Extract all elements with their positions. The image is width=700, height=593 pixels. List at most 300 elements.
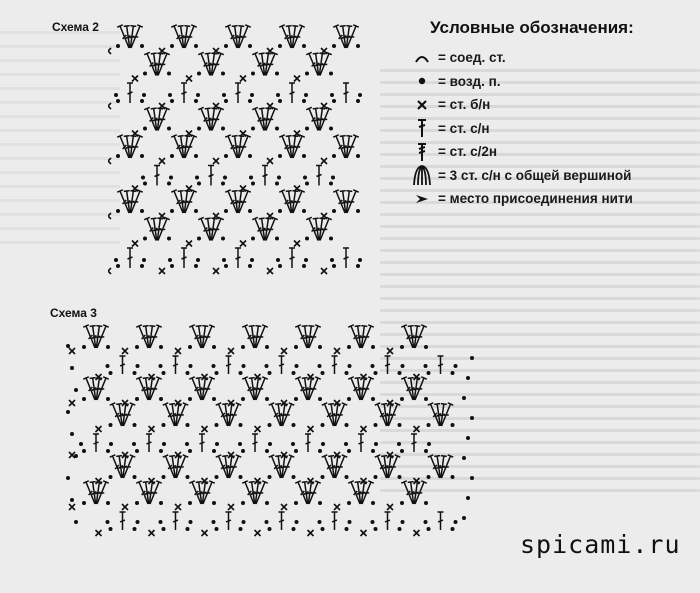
chain-stitch bbox=[251, 237, 255, 241]
legend-item-label: = соед. ст. bbox=[438, 50, 506, 66]
chain-stitch bbox=[371, 364, 375, 368]
chain-stitch bbox=[221, 127, 225, 131]
scheme-2-chart bbox=[108, 18, 378, 286]
chain-stitch bbox=[196, 258, 200, 262]
chain-stitch bbox=[82, 449, 86, 453]
single-crochet-stitch bbox=[186, 76, 192, 82]
chain-stitch bbox=[462, 456, 466, 460]
double-crochet-stitch bbox=[235, 248, 241, 268]
chain-stitch bbox=[197, 72, 201, 76]
chain-stitch bbox=[332, 264, 336, 268]
double-crochet-stitch bbox=[173, 512, 179, 530]
chain-stitch bbox=[194, 44, 198, 48]
single-crochet-stitch bbox=[132, 76, 138, 82]
double-crochet-stitch bbox=[120, 512, 126, 530]
chain-stitch bbox=[114, 258, 118, 262]
double-crochet-icon bbox=[410, 117, 434, 139]
chain-stitch bbox=[265, 449, 269, 453]
chain-stitch bbox=[170, 264, 174, 268]
fan-shell bbox=[252, 434, 258, 452]
chain-stitch bbox=[242, 364, 246, 368]
chain-stitch bbox=[294, 449, 298, 453]
chain-stitch bbox=[321, 423, 325, 427]
chain-stitch bbox=[400, 397, 404, 401]
double-crochet-stitch bbox=[438, 512, 444, 530]
fan-shell bbox=[262, 166, 268, 186]
chain-stitch bbox=[397, 442, 401, 446]
chain-stitch bbox=[168, 258, 172, 262]
fan-shell bbox=[343, 248, 349, 268]
chain-stitch bbox=[305, 182, 309, 186]
fan-shell bbox=[333, 190, 359, 213]
chain-stitch bbox=[424, 449, 428, 453]
fan-shell bbox=[295, 325, 321, 348]
chain-stitch bbox=[169, 176, 173, 180]
chain-stitch bbox=[371, 520, 375, 524]
chain-stitch bbox=[116, 209, 120, 213]
chain-stitch bbox=[248, 154, 252, 158]
chain-stitch bbox=[142, 93, 146, 97]
fan-shell bbox=[120, 512, 126, 530]
chain-stitch bbox=[140, 99, 144, 103]
chain-stitch bbox=[470, 356, 474, 360]
chain-stitch bbox=[116, 44, 120, 48]
chain-stitch bbox=[143, 182, 147, 186]
chain-stitch bbox=[159, 449, 163, 453]
single-crochet-stitch bbox=[240, 76, 246, 82]
single-crochet-stitch bbox=[228, 504, 234, 510]
chain-stitch bbox=[331, 176, 335, 180]
chain-stitch bbox=[424, 520, 428, 524]
chain-stitch bbox=[318, 364, 322, 368]
double-crochet-stitch bbox=[226, 512, 232, 530]
chain-stitch bbox=[302, 209, 306, 213]
chain-stitch bbox=[329, 72, 333, 76]
chain-stitch bbox=[398, 371, 402, 375]
fan-shell bbox=[144, 52, 170, 75]
fan-shell bbox=[279, 190, 305, 213]
chain-stitch bbox=[241, 449, 245, 453]
fan-shell bbox=[83, 325, 109, 348]
fan-shell bbox=[289, 83, 295, 103]
chain-stitch bbox=[451, 527, 455, 531]
single-crochet-stitch bbox=[281, 504, 287, 510]
chain-stitch bbox=[212, 397, 216, 401]
single-crochet-stitch bbox=[69, 348, 75, 354]
chain-stitch bbox=[347, 397, 351, 401]
single-crochet-stitch bbox=[175, 504, 181, 510]
double-crochet-stitch bbox=[262, 166, 268, 186]
chain-stitch bbox=[224, 99, 228, 103]
watermark: spicami.ru bbox=[520, 530, 681, 559]
chain-stitch bbox=[212, 501, 216, 505]
chain-stitch bbox=[221, 72, 225, 76]
fan-shell bbox=[252, 217, 278, 240]
chain-stitch bbox=[462, 396, 466, 400]
chain-stitch bbox=[70, 498, 74, 502]
single-crochet-stitch bbox=[202, 426, 208, 432]
chain-stitch bbox=[159, 364, 163, 368]
single-crochet-stitch bbox=[159, 268, 165, 274]
chain-stitch bbox=[224, 44, 228, 48]
chain-stitch bbox=[162, 527, 166, 531]
fan-shell bbox=[120, 356, 126, 374]
chain-stitch bbox=[251, 127, 255, 131]
chain-stitch bbox=[302, 264, 306, 268]
legend-item bbox=[410, 164, 690, 188]
chain-stitch bbox=[292, 371, 296, 375]
chain-stitch bbox=[292, 527, 296, 531]
fan-shell bbox=[173, 356, 179, 374]
chain-stitch bbox=[143, 127, 147, 131]
legend-item bbox=[410, 46, 690, 70]
chain-stitch bbox=[268, 527, 272, 531]
chain-stitch bbox=[374, 442, 378, 446]
double-crochet-stitch bbox=[385, 512, 391, 530]
chain-stitch bbox=[401, 520, 405, 524]
chain-stitch bbox=[70, 366, 74, 370]
chain-stitch bbox=[188, 345, 192, 349]
chain-stitch bbox=[109, 423, 113, 427]
chain-stitch bbox=[194, 264, 198, 268]
double-crochet-stitch bbox=[181, 83, 187, 103]
single-crochet-stitch bbox=[267, 268, 273, 274]
single-crochet-stitch bbox=[149, 530, 155, 536]
slip-stitch-icon bbox=[410, 47, 434, 69]
chain-stitch bbox=[275, 72, 279, 76]
chain-stitch bbox=[132, 442, 136, 446]
chain-stitch bbox=[318, 397, 322, 401]
chain-stitch bbox=[215, 442, 219, 446]
chain-stitch bbox=[186, 423, 190, 427]
chain-stitch bbox=[278, 264, 282, 268]
chain-stitch bbox=[114, 93, 118, 97]
chain-stitch bbox=[398, 423, 402, 427]
chain-stitch bbox=[451, 423, 455, 427]
single-crochet-stitch bbox=[108, 48, 111, 54]
chain-stitch bbox=[318, 449, 322, 453]
chain-stitch bbox=[251, 182, 255, 186]
chain-stitch bbox=[135, 397, 139, 401]
fan-shell bbox=[348, 325, 374, 348]
legend-title: Условные обозначения: bbox=[430, 18, 634, 37]
chain-stitch bbox=[276, 93, 280, 97]
single-crochet-stitch bbox=[69, 504, 75, 510]
chain-stitch bbox=[400, 345, 404, 349]
chain-stitch bbox=[424, 397, 428, 401]
fan-shell bbox=[181, 83, 187, 103]
chain-stitch bbox=[215, 423, 219, 427]
chain-stitch bbox=[194, 99, 198, 103]
legend-item bbox=[410, 117, 690, 141]
chain-stitch bbox=[371, 449, 375, 453]
chain-stitch bbox=[66, 410, 70, 414]
chain-stitch bbox=[197, 237, 201, 241]
single-crochet-stitch bbox=[321, 158, 327, 164]
fan-shell bbox=[289, 248, 295, 268]
fan-shell bbox=[316, 166, 322, 186]
chain-stitch bbox=[358, 258, 362, 262]
chain-stitch bbox=[275, 127, 279, 131]
chain-stitch bbox=[424, 345, 428, 349]
single-crochet-stitch bbox=[228, 348, 234, 354]
fan-shell bbox=[171, 135, 197, 158]
single-crochet-stitch bbox=[108, 268, 111, 274]
chain-stitch bbox=[470, 416, 474, 420]
single-crochet-stitch bbox=[387, 504, 393, 510]
chain-stitch bbox=[329, 237, 333, 241]
chain-stitch bbox=[348, 520, 352, 524]
chain-stitch bbox=[221, 182, 225, 186]
double-crochet-stitch bbox=[127, 83, 133, 103]
single-crochet-stitch bbox=[149, 426, 155, 432]
fan-shell bbox=[171, 190, 197, 213]
double-crochet-stitch bbox=[120, 356, 126, 374]
single-crochet-stitch bbox=[308, 426, 314, 432]
chain-stitch bbox=[371, 397, 375, 401]
chain-stitch bbox=[116, 154, 120, 158]
chain-stitch bbox=[398, 475, 402, 479]
fan-shell bbox=[127, 248, 133, 268]
double-crochet-stitch bbox=[93, 434, 99, 452]
single-crochet-stitch bbox=[186, 241, 192, 247]
single-crochet-stitch bbox=[175, 348, 181, 354]
chain-stitch bbox=[116, 264, 120, 268]
chain-stitch bbox=[212, 345, 216, 349]
double-crochet-stitch bbox=[332, 356, 338, 374]
single-crochet-stitch bbox=[267, 158, 273, 164]
chain-stitch bbox=[332, 44, 336, 48]
chain-stitch bbox=[196, 93, 200, 97]
chain-stitch bbox=[268, 475, 272, 479]
chain-stitch bbox=[185, 442, 189, 446]
chain-stitch bbox=[142, 258, 146, 262]
fan-shell bbox=[343, 83, 349, 103]
chain-stitch bbox=[398, 527, 402, 531]
double-crochet-stitch bbox=[235, 83, 241, 103]
legend-item-label: = ст. с/н bbox=[438, 120, 490, 136]
chain-stitch bbox=[248, 264, 252, 268]
chain-stitch bbox=[268, 371, 272, 375]
chain-stitch bbox=[302, 154, 306, 158]
chain-stitch bbox=[400, 501, 404, 505]
chain-stitch bbox=[295, 364, 299, 368]
chain-stitch bbox=[170, 154, 174, 158]
chain-stitch bbox=[330, 93, 334, 97]
fan-shell bbox=[333, 25, 359, 48]
chain-stitch bbox=[215, 371, 219, 375]
single-crochet-stitch bbox=[202, 530, 208, 536]
chain-stitch bbox=[321, 371, 325, 375]
chain-stitch bbox=[470, 476, 474, 480]
chain-stitch bbox=[194, 209, 198, 213]
legend bbox=[410, 18, 690, 211]
chain-stitch bbox=[106, 501, 110, 505]
chain-stitch bbox=[321, 475, 325, 479]
fan-shell bbox=[242, 325, 268, 348]
chain-stitch bbox=[329, 182, 333, 186]
chain-stitch bbox=[345, 475, 349, 479]
fan-shell bbox=[385, 512, 391, 530]
chain-stitch bbox=[358, 93, 362, 97]
chain-stitch bbox=[305, 237, 309, 241]
double-crochet-stitch bbox=[411, 434, 417, 452]
double-crochet-stitch bbox=[208, 166, 214, 186]
legend-item bbox=[410, 93, 690, 117]
chain-stitch bbox=[170, 44, 174, 48]
fan-shell bbox=[189, 325, 215, 348]
chain-stitch bbox=[318, 520, 322, 524]
chain-stitch bbox=[345, 371, 349, 375]
chain-stitch bbox=[371, 501, 375, 505]
chain-stitch bbox=[303, 176, 307, 180]
chain-stitch bbox=[401, 364, 405, 368]
chain-stitch bbox=[212, 449, 216, 453]
fan-shell bbox=[117, 135, 143, 158]
chain-stitch bbox=[133, 371, 137, 375]
chain-stitch bbox=[427, 442, 431, 446]
chain-stitch bbox=[321, 527, 325, 531]
chain-stitch bbox=[109, 475, 113, 479]
chain-stitch bbox=[248, 209, 252, 213]
scheme-3-chart bbox=[56, 318, 486, 552]
chain-stitch bbox=[265, 501, 269, 505]
chain-stitch bbox=[424, 501, 428, 505]
single-crochet-stitch bbox=[132, 241, 138, 247]
chain-stitch bbox=[356, 99, 360, 103]
chain-stitch bbox=[374, 527, 378, 531]
chain-stitch bbox=[195, 176, 199, 180]
double-crochet-stitch bbox=[343, 83, 349, 103]
chain-stitch bbox=[332, 154, 336, 158]
chain-stitch bbox=[451, 475, 455, 479]
fan-shell bbox=[279, 512, 285, 530]
chain-stitch bbox=[82, 397, 86, 401]
double-crochet-stitch bbox=[279, 356, 285, 374]
chain-stitch bbox=[347, 449, 351, 453]
chain-stitch bbox=[265, 345, 269, 349]
chain-stitch bbox=[292, 423, 296, 427]
chain-stitch bbox=[248, 99, 252, 103]
chain-stitch bbox=[82, 345, 86, 349]
chain-stitch bbox=[70, 432, 74, 436]
chain-stitch bbox=[462, 516, 466, 520]
double-crochet-stitch bbox=[332, 512, 338, 530]
fan-shell bbox=[144, 217, 170, 240]
fan-shell bbox=[225, 135, 251, 158]
single-crochet-stitch bbox=[213, 268, 219, 274]
chain-stitch-icon bbox=[410, 70, 434, 92]
chain-stitch bbox=[356, 209, 360, 213]
chain-stitch bbox=[116, 99, 120, 103]
single-crochet-stitch bbox=[108, 103, 111, 109]
chain-stitch bbox=[265, 397, 269, 401]
legend-item bbox=[410, 187, 690, 211]
chain-stitch bbox=[318, 345, 322, 349]
chain-stitch bbox=[135, 449, 139, 453]
single-crochet-stitch bbox=[308, 530, 314, 536]
chain-stitch bbox=[223, 176, 227, 180]
fan-shell bbox=[428, 403, 454, 426]
chain-stitch bbox=[188, 449, 192, 453]
chain-stitch bbox=[197, 127, 201, 131]
chain-stitch bbox=[278, 99, 282, 103]
fan-shell bbox=[279, 25, 305, 48]
chain-stitch bbox=[239, 475, 243, 479]
chain-stitch bbox=[276, 258, 280, 262]
fan-shell bbox=[144, 107, 170, 130]
single-crochet-stitch bbox=[122, 504, 128, 510]
single-crochet-stitch bbox=[159, 158, 165, 164]
double-crochet-stitch bbox=[226, 356, 232, 374]
chain-stitch bbox=[241, 501, 245, 505]
chain-stitch bbox=[250, 93, 254, 97]
chain-stitch bbox=[141, 176, 145, 180]
fan-shell bbox=[332, 512, 338, 530]
fan-shell bbox=[332, 356, 338, 374]
chain-stitch bbox=[304, 258, 308, 262]
chain-stitch bbox=[347, 345, 351, 349]
chain-stitch bbox=[170, 99, 174, 103]
chain-stitch bbox=[66, 476, 70, 480]
single-crochet-stitch bbox=[69, 400, 75, 406]
chain-stitch bbox=[109, 371, 113, 375]
fan-shell bbox=[198, 217, 224, 240]
single-crochet-stitch bbox=[414, 426, 420, 432]
fan-shell bbox=[438, 356, 444, 374]
chain-stitch bbox=[167, 127, 171, 131]
chain-stitch bbox=[347, 501, 351, 505]
chain-stitch bbox=[82, 501, 86, 505]
chain-stitch bbox=[186, 371, 190, 375]
chain-stitch bbox=[224, 209, 228, 213]
single-crochet-stitch bbox=[108, 158, 111, 164]
single-crochet-stitch bbox=[361, 530, 367, 536]
chain-stitch bbox=[239, 423, 243, 427]
chain-stitch bbox=[291, 442, 295, 446]
chain-stitch bbox=[248, 44, 252, 48]
double-crochet-stitch bbox=[279, 512, 285, 530]
chain-stitch bbox=[74, 520, 78, 524]
single-crochet-stitch bbox=[108, 213, 111, 219]
chain-stitch bbox=[304, 93, 308, 97]
chain-stitch bbox=[278, 44, 282, 48]
chain-stitch bbox=[106, 397, 110, 401]
chain-stitch bbox=[454, 520, 458, 524]
chain-stitch bbox=[321, 442, 325, 446]
double-crochet-stitch bbox=[252, 434, 258, 452]
chain-stitch bbox=[212, 520, 216, 524]
chain-stitch bbox=[374, 423, 378, 427]
chain-stitch bbox=[167, 182, 171, 186]
single-crochet-stitch bbox=[240, 241, 246, 247]
chain-stitch bbox=[427, 527, 431, 531]
fan-shell bbox=[198, 52, 224, 75]
fan-shell bbox=[385, 356, 391, 374]
chain-stitch bbox=[424, 364, 428, 368]
chain-stitch bbox=[143, 237, 147, 241]
chain-stitch bbox=[159, 501, 163, 505]
chain-stitch bbox=[140, 154, 144, 158]
chain-stitch bbox=[159, 345, 163, 349]
fan-shell bbox=[198, 107, 224, 130]
chain-stitch bbox=[371, 345, 375, 349]
fan-shell bbox=[358, 434, 364, 452]
single-crochet-stitch bbox=[334, 504, 340, 510]
chain-stitch bbox=[133, 527, 137, 531]
fan-shell bbox=[305, 434, 311, 452]
chain-stitch bbox=[345, 423, 349, 427]
